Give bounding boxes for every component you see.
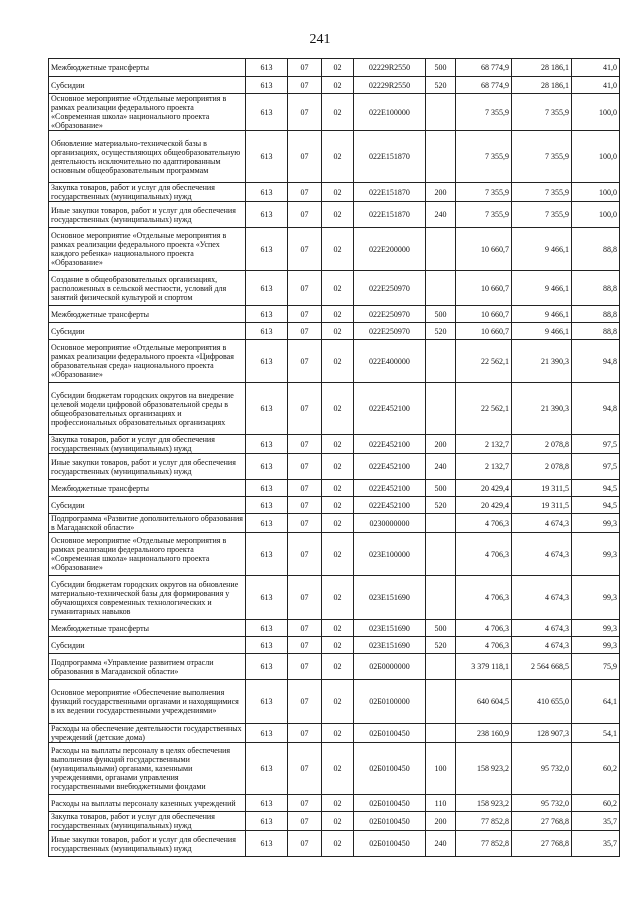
row-ved-code: 613 bbox=[246, 94, 288, 131]
row-ved-code: 613 bbox=[246, 680, 288, 724]
row-percent: 64,1 bbox=[572, 680, 620, 724]
row-name: Межбюджетные трансферты bbox=[49, 59, 246, 77]
row-section-code: 07 bbox=[288, 435, 322, 454]
row-name: Субсидии bbox=[49, 637, 246, 654]
table-row bbox=[49, 383, 620, 435]
row-subsection-code: 02 bbox=[322, 637, 354, 654]
row-ved-code: 613 bbox=[246, 340, 288, 383]
row-actual-amount: 28 186,1 bbox=[512, 77, 572, 94]
row-section-code: 07 bbox=[288, 228, 322, 271]
row-plan-amount: 2 132,7 bbox=[456, 435, 512, 454]
table-row bbox=[49, 654, 620, 680]
row-subsection-code: 02 bbox=[322, 724, 354, 743]
table-body bbox=[49, 59, 620, 857]
row-subsection-code: 02 bbox=[322, 831, 354, 857]
row-name: Основное мероприятие «Отдельные мероприятия в рамках реализации федерального проекта «Современная школа» национального проекта «Образование» bbox=[49, 94, 246, 131]
row-section-code: 07 bbox=[288, 620, 322, 637]
row-subsection-code: 02 bbox=[322, 228, 354, 271]
row-expense-type: 500 bbox=[426, 620, 456, 637]
row-percent: 88,8 bbox=[572, 323, 620, 340]
table-row bbox=[49, 454, 620, 480]
row-actual-amount: 9 466,1 bbox=[512, 271, 572, 306]
row-expense-type: 500 bbox=[426, 59, 456, 77]
row-ved-code: 613 bbox=[246, 77, 288, 94]
row-actual-amount: 95 732,0 bbox=[512, 795, 572, 812]
row-target-article: 022E151870 bbox=[354, 183, 426, 202]
table-row bbox=[49, 202, 620, 228]
row-section-code: 07 bbox=[288, 743, 322, 795]
row-subsection-code: 02 bbox=[322, 514, 354, 533]
row-percent: 75,9 bbox=[572, 654, 620, 680]
row-expense-type bbox=[426, 383, 456, 435]
row-subsection-code: 02 bbox=[322, 480, 354, 497]
row-percent: 88,8 bbox=[572, 271, 620, 306]
row-subsection-code: 02 bbox=[322, 306, 354, 323]
row-plan-amount: 4 706,3 bbox=[456, 514, 512, 533]
table-row bbox=[49, 228, 620, 271]
row-ved-code: 613 bbox=[246, 637, 288, 654]
row-target-article: 02Б0100450 bbox=[354, 812, 426, 831]
row-expense-type bbox=[426, 514, 456, 533]
row-percent: 99,3 bbox=[572, 620, 620, 637]
row-plan-amount: 158 923,2 bbox=[456, 795, 512, 812]
row-actual-amount: 27 768,8 bbox=[512, 831, 572, 857]
row-name: Расходы на выплаты персоналу в целях обеспечения выполнения функций государственными (муниципальными) органами, казенными учреждениями, органами управления государственными внебюджетными фондами bbox=[49, 743, 246, 795]
row-name: Субсидии бюджетам городских округов на внедрение целевой модели цифровой образовательной среды в общеобразовательных организациях и профессиональных образовательных организациях bbox=[49, 383, 246, 435]
row-expense-type bbox=[426, 533, 456, 576]
row-name: Межбюджетные трансферты bbox=[49, 480, 246, 497]
row-percent: 41,0 bbox=[572, 59, 620, 77]
row-percent: 88,8 bbox=[572, 228, 620, 271]
row-ved-code: 613 bbox=[246, 654, 288, 680]
row-name: Основное мероприятие «Отдельные мероприятия в рамках реализации федерального проекта «Современная школа» национального проекта «Образование» bbox=[49, 533, 246, 576]
row-plan-amount: 10 660,7 bbox=[456, 271, 512, 306]
row-ved-code: 613 bbox=[246, 228, 288, 271]
row-expense-type bbox=[426, 228, 456, 271]
row-subsection-code: 02 bbox=[322, 795, 354, 812]
row-expense-type: 100 bbox=[426, 743, 456, 795]
row-expense-type bbox=[426, 271, 456, 306]
row-section-code: 07 bbox=[288, 340, 322, 383]
row-ved-code: 613 bbox=[246, 202, 288, 228]
row-expense-type bbox=[426, 340, 456, 383]
row-name: Субсидии бюджетам городских округов на обновление материально-технической базы для формирования у обучающихся современных технологических и гуманитарных навыков bbox=[49, 576, 246, 620]
table-row bbox=[49, 435, 620, 454]
row-plan-amount: 22 562,1 bbox=[456, 340, 512, 383]
page-number: 241 bbox=[309, 32, 331, 47]
table-row bbox=[49, 637, 620, 654]
row-subsection-code: 02 bbox=[322, 533, 354, 576]
row-section-code: 07 bbox=[288, 383, 322, 435]
row-percent: 100,0 bbox=[572, 131, 620, 183]
row-target-article: 02Б0000000 bbox=[354, 654, 426, 680]
row-target-article: 02229R2550 bbox=[354, 77, 426, 94]
row-plan-amount: 2 132,7 bbox=[456, 454, 512, 480]
row-actual-amount: 4 674,3 bbox=[512, 533, 572, 576]
row-actual-amount: 9 466,1 bbox=[512, 323, 572, 340]
row-ved-code: 613 bbox=[246, 812, 288, 831]
row-percent: 99,3 bbox=[572, 514, 620, 533]
table-row bbox=[49, 497, 620, 514]
row-section-code: 07 bbox=[288, 323, 322, 340]
row-expense-type: 500 bbox=[426, 306, 456, 323]
row-ved-code: 613 bbox=[246, 59, 288, 77]
row-plan-amount: 4 706,3 bbox=[456, 533, 512, 576]
row-expense-type bbox=[426, 724, 456, 743]
row-percent: 97,5 bbox=[572, 435, 620, 454]
row-expense-type: 240 bbox=[426, 831, 456, 857]
row-plan-amount: 10 660,7 bbox=[456, 306, 512, 323]
row-target-article: 022E100000 bbox=[354, 94, 426, 131]
row-ved-code: 613 bbox=[246, 831, 288, 857]
row-subsection-code: 02 bbox=[322, 654, 354, 680]
row-expense-type: 200 bbox=[426, 435, 456, 454]
row-section-code: 07 bbox=[288, 131, 322, 183]
row-section-code: 07 bbox=[288, 576, 322, 620]
row-name: Закупка товаров, работ и услуг для обеспечения государственных (муниципальных) нужд bbox=[49, 183, 246, 202]
row-actual-amount: 9 466,1 bbox=[512, 228, 572, 271]
row-expense-type: 500 bbox=[426, 480, 456, 497]
row-plan-amount: 7 355,9 bbox=[456, 202, 512, 228]
row-actual-amount: 4 674,3 bbox=[512, 637, 572, 654]
row-ved-code: 613 bbox=[246, 795, 288, 812]
row-name: Расходы на выплаты персоналу казенных учреждений bbox=[49, 795, 246, 812]
row-plan-amount: 4 706,3 bbox=[456, 576, 512, 620]
row-plan-amount: 10 660,7 bbox=[456, 323, 512, 340]
table-row bbox=[49, 680, 620, 724]
row-percent: 54,1 bbox=[572, 724, 620, 743]
table-row bbox=[49, 812, 620, 831]
row-subsection-code: 02 bbox=[322, 131, 354, 183]
row-subsection-code: 02 bbox=[322, 812, 354, 831]
row-ved-code: 613 bbox=[246, 306, 288, 323]
row-target-article: 023E151690 bbox=[354, 637, 426, 654]
row-subsection-code: 02 bbox=[322, 680, 354, 724]
row-percent: 94,5 bbox=[572, 480, 620, 497]
row-actual-amount: 7 355,9 bbox=[512, 202, 572, 228]
row-plan-amount: 22 562,1 bbox=[456, 383, 512, 435]
row-actual-amount: 19 311,5 bbox=[512, 497, 572, 514]
row-expense-type bbox=[426, 94, 456, 131]
row-ved-code: 613 bbox=[246, 514, 288, 533]
row-actual-amount: 2 078,8 bbox=[512, 454, 572, 480]
row-ved-code: 613 bbox=[246, 533, 288, 576]
row-subsection-code: 02 bbox=[322, 77, 354, 94]
row-expense-type: 520 bbox=[426, 637, 456, 654]
row-actual-amount: 21 390,3 bbox=[512, 383, 572, 435]
row-actual-amount: 7 355,9 bbox=[512, 183, 572, 202]
row-name: Субсидии bbox=[49, 323, 246, 340]
row-plan-amount: 68 774,9 bbox=[456, 59, 512, 77]
row-section-code: 07 bbox=[288, 831, 322, 857]
row-expense-type bbox=[426, 576, 456, 620]
row-name: Закупка товаров, работ и услуг для обеспечения государственных (муниципальных) нужд bbox=[49, 435, 246, 454]
row-section-code: 07 bbox=[288, 795, 322, 812]
row-target-article: 023E151690 bbox=[354, 620, 426, 637]
row-subsection-code: 02 bbox=[322, 620, 354, 637]
row-percent: 100,0 bbox=[572, 183, 620, 202]
row-subsection-code: 02 bbox=[322, 271, 354, 306]
row-actual-amount: 9 466,1 bbox=[512, 306, 572, 323]
row-ved-code: 613 bbox=[246, 131, 288, 183]
budget-table bbox=[48, 58, 620, 857]
row-subsection-code: 02 bbox=[322, 497, 354, 514]
row-actual-amount: 95 732,0 bbox=[512, 743, 572, 795]
row-actual-amount: 28 186,1 bbox=[512, 59, 572, 77]
table-row bbox=[49, 271, 620, 306]
row-plan-amount: 77 852,8 bbox=[456, 812, 512, 831]
row-plan-amount: 158 923,2 bbox=[456, 743, 512, 795]
row-section-code: 07 bbox=[288, 680, 322, 724]
row-target-article: 022E452100 bbox=[354, 480, 426, 497]
row-section-code: 07 bbox=[288, 59, 322, 77]
row-actual-amount: 2 564 668,5 bbox=[512, 654, 572, 680]
row-actual-amount: 4 674,3 bbox=[512, 514, 572, 533]
row-name: Иные закупки товаров, работ и услуг для обеспечения государственных (муниципальных) нужд bbox=[49, 454, 246, 480]
row-percent: 35,7 bbox=[572, 812, 620, 831]
row-plan-amount: 20 429,4 bbox=[456, 480, 512, 497]
row-plan-amount: 4 706,3 bbox=[456, 620, 512, 637]
row-expense-type bbox=[426, 654, 456, 680]
row-ved-code: 613 bbox=[246, 576, 288, 620]
row-target-article: 022E250970 bbox=[354, 306, 426, 323]
row-expense-type: 110 bbox=[426, 795, 456, 812]
row-ved-code: 613 bbox=[246, 497, 288, 514]
row-section-code: 07 bbox=[288, 514, 322, 533]
row-target-article: 022E400000 bbox=[354, 340, 426, 383]
row-target-article: 023E151690 bbox=[354, 576, 426, 620]
row-subsection-code: 02 bbox=[322, 183, 354, 202]
row-plan-amount: 7 355,9 bbox=[456, 131, 512, 183]
row-target-article: 022E452100 bbox=[354, 454, 426, 480]
row-ved-code: 613 bbox=[246, 480, 288, 497]
row-name: Межбюджетные трансферты bbox=[49, 620, 246, 637]
row-name: Иные закупки товаров, работ и услуг для обеспечения государственных (муниципальных) нужд bbox=[49, 202, 246, 228]
row-percent: 60,2 bbox=[572, 743, 620, 795]
row-percent: 35,7 bbox=[572, 831, 620, 857]
table-row bbox=[49, 480, 620, 497]
row-section-code: 07 bbox=[288, 94, 322, 131]
row-actual-amount: 4 674,3 bbox=[512, 620, 572, 637]
row-plan-amount: 238 160,9 bbox=[456, 724, 512, 743]
row-section-code: 07 bbox=[288, 812, 322, 831]
row-section-code: 07 bbox=[288, 183, 322, 202]
row-actual-amount: 7 355,9 bbox=[512, 131, 572, 183]
row-section-code: 07 bbox=[288, 271, 322, 306]
row-plan-amount: 7 355,9 bbox=[456, 183, 512, 202]
row-plan-amount: 10 660,7 bbox=[456, 228, 512, 271]
row-section-code: 07 bbox=[288, 480, 322, 497]
row-percent: 94,8 bbox=[572, 383, 620, 435]
row-subsection-code: 02 bbox=[322, 454, 354, 480]
row-subsection-code: 02 bbox=[322, 383, 354, 435]
row-plan-amount: 7 355,9 bbox=[456, 94, 512, 131]
row-target-article: 022E452100 bbox=[354, 435, 426, 454]
row-ved-code: 613 bbox=[246, 271, 288, 306]
row-percent: 41,0 bbox=[572, 77, 620, 94]
row-expense-type: 200 bbox=[426, 183, 456, 202]
table-row bbox=[49, 533, 620, 576]
row-expense-type bbox=[426, 131, 456, 183]
row-target-article: 022E452100 bbox=[354, 497, 426, 514]
row-target-article: 022E452100 bbox=[354, 383, 426, 435]
row-actual-amount: 128 907,3 bbox=[512, 724, 572, 743]
row-actual-amount: 7 355,9 bbox=[512, 94, 572, 131]
table-row bbox=[49, 620, 620, 637]
row-name: Подпрограмма «Управление развитием отрасли образования в Магаданской области» bbox=[49, 654, 246, 680]
row-target-article: 023E100000 bbox=[354, 533, 426, 576]
table-row bbox=[49, 795, 620, 812]
row-name: Иные закупки товаров, работ и услуг для обеспечения государственных (муниципальных) нужд bbox=[49, 831, 246, 857]
row-plan-amount: 68 774,9 bbox=[456, 77, 512, 94]
row-ved-code: 613 bbox=[246, 724, 288, 743]
row-expense-type: 200 bbox=[426, 812, 456, 831]
row-target-article: 0230000000 bbox=[354, 514, 426, 533]
row-plan-amount: 640 604,5 bbox=[456, 680, 512, 724]
table-row bbox=[49, 831, 620, 857]
row-name: Основное мероприятие «Обеспечение выполнения функций государственными органами и находящимися в их ведении государственными учреждениями» bbox=[49, 680, 246, 724]
table-row bbox=[49, 94, 620, 131]
row-plan-amount: 4 706,3 bbox=[456, 637, 512, 654]
row-section-code: 07 bbox=[288, 637, 322, 654]
row-name: Субсидии bbox=[49, 497, 246, 514]
row-name: Межбюджетные трансферты bbox=[49, 306, 246, 323]
table-row bbox=[49, 576, 620, 620]
row-percent: 94,8 bbox=[572, 340, 620, 383]
row-actual-amount: 19 311,5 bbox=[512, 480, 572, 497]
row-name: Обновление материально-технической базы в организациях, осуществляющих общеобразовательную деятельность исключительно по адаптированным основным общеобразовательным программам bbox=[49, 131, 246, 183]
row-name: Субсидии bbox=[49, 77, 246, 94]
row-target-article: 02Б0100450 bbox=[354, 743, 426, 795]
table-row bbox=[49, 59, 620, 77]
row-section-code: 07 bbox=[288, 77, 322, 94]
row-section-code: 07 bbox=[288, 724, 322, 743]
row-target-article: 02Б0100450 bbox=[354, 795, 426, 812]
row-target-article: 02229R2550 bbox=[354, 59, 426, 77]
row-subsection-code: 02 bbox=[322, 435, 354, 454]
row-target-article: 022E200000 bbox=[354, 228, 426, 271]
row-ved-code: 613 bbox=[246, 435, 288, 454]
row-name: Подпрограмма «Развитие дополнительного образования в Магаданской области» bbox=[49, 514, 246, 533]
row-percent: 99,3 bbox=[572, 576, 620, 620]
row-expense-type: 520 bbox=[426, 323, 456, 340]
table-row bbox=[49, 323, 620, 340]
row-name: Расходы на обеспечение деятельности государственных учреждений (детские дома) bbox=[49, 724, 246, 743]
row-subsection-code: 02 bbox=[322, 59, 354, 77]
row-ved-code: 613 bbox=[246, 183, 288, 202]
row-section-code: 07 bbox=[288, 202, 322, 228]
table-row bbox=[49, 183, 620, 202]
row-percent: 88,8 bbox=[572, 306, 620, 323]
row-percent: 60,2 bbox=[572, 795, 620, 812]
row-section-code: 07 bbox=[288, 306, 322, 323]
row-target-article: 022E151870 bbox=[354, 202, 426, 228]
table-row bbox=[49, 724, 620, 743]
row-subsection-code: 02 bbox=[322, 743, 354, 795]
row-percent: 94,5 bbox=[572, 497, 620, 514]
row-expense-type bbox=[426, 680, 456, 724]
row-actual-amount: 4 674,3 bbox=[512, 576, 572, 620]
row-section-code: 07 bbox=[288, 497, 322, 514]
row-percent: 99,3 bbox=[572, 533, 620, 576]
table-row bbox=[49, 340, 620, 383]
row-percent: 100,0 bbox=[572, 202, 620, 228]
row-section-code: 07 bbox=[288, 654, 322, 680]
row-ved-code: 613 bbox=[246, 743, 288, 795]
row-ved-code: 613 bbox=[246, 323, 288, 340]
row-actual-amount: 410 655,0 bbox=[512, 680, 572, 724]
row-name: Создание в общеобразовательных организациях, расположенных в сельской местности, условий для занятий физической культурой и спортом bbox=[49, 271, 246, 306]
row-ved-code: 613 bbox=[246, 383, 288, 435]
row-actual-amount: 21 390,3 bbox=[512, 340, 572, 383]
row-ved-code: 613 bbox=[246, 454, 288, 480]
row-subsection-code: 02 bbox=[322, 576, 354, 620]
row-target-article: 02Б0100450 bbox=[354, 724, 426, 743]
row-target-article: 02Б0100450 bbox=[354, 831, 426, 857]
row-plan-amount: 3 379 118,1 bbox=[456, 654, 512, 680]
row-percent: 97,5 bbox=[572, 454, 620, 480]
row-name: Основное мероприятие «Отдельные мероприятия в рамках реализации федерального проекта «Успех каждого ребенка» национального проекта «Образование» bbox=[49, 228, 246, 271]
row-subsection-code: 02 bbox=[322, 94, 354, 131]
row-plan-amount: 20 429,4 bbox=[456, 497, 512, 514]
row-actual-amount: 27 768,8 bbox=[512, 812, 572, 831]
row-expense-type: 240 bbox=[426, 454, 456, 480]
row-percent: 99,3 bbox=[572, 637, 620, 654]
row-percent: 100,0 bbox=[572, 94, 620, 131]
row-expense-type: 240 bbox=[426, 202, 456, 228]
row-target-article: 022E151870 bbox=[354, 131, 426, 183]
row-plan-amount: 77 852,8 bbox=[456, 831, 512, 857]
row-subsection-code: 02 bbox=[322, 323, 354, 340]
row-expense-type: 520 bbox=[426, 497, 456, 514]
table-row bbox=[49, 514, 620, 533]
row-target-article: 022E250970 bbox=[354, 323, 426, 340]
row-target-article: 02Б0100000 bbox=[354, 680, 426, 724]
table-row bbox=[49, 131, 620, 183]
row-name: Закупка товаров, работ и услуг для обеспечения государственных (муниципальных) нужд bbox=[49, 812, 246, 831]
row-ved-code: 613 bbox=[246, 620, 288, 637]
row-subsection-code: 02 bbox=[322, 202, 354, 228]
row-name: Основное мероприятие «Отдельные мероприятия в рамках реализации федерального проекта «Цифровая образовательная среда» национального проекта «Образование» bbox=[49, 340, 246, 383]
table-row bbox=[49, 743, 620, 795]
row-section-code: 07 bbox=[288, 454, 322, 480]
table-row bbox=[49, 77, 620, 94]
row-section-code: 07 bbox=[288, 533, 322, 576]
table-row bbox=[49, 306, 620, 323]
row-expense-type: 520 bbox=[426, 77, 456, 94]
row-actual-amount: 2 078,8 bbox=[512, 435, 572, 454]
row-target-article: 022E250970 bbox=[354, 271, 426, 306]
row-subsection-code: 02 bbox=[322, 340, 354, 383]
